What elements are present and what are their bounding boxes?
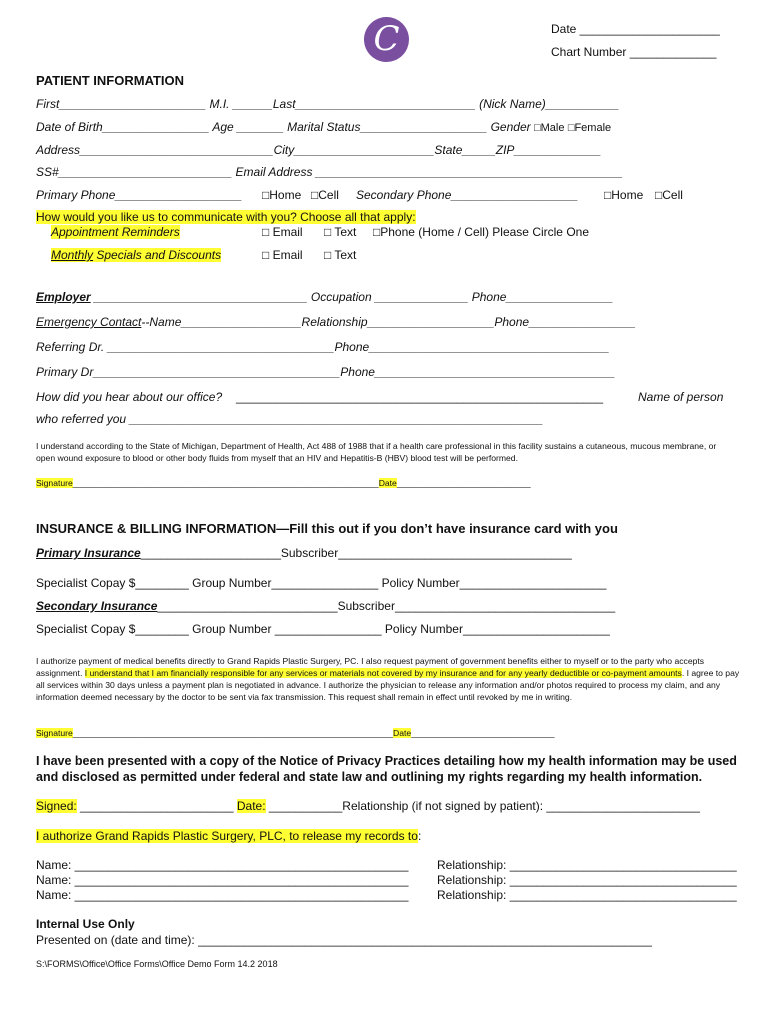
copay-row-1[interactable]: Specialist Copay $________ Group Number________________ Policy Number______________________ bbox=[36, 576, 607, 590]
primary-dr-row[interactable]: Primary Dr_____________________________________Phone____________________________________ bbox=[36, 365, 616, 379]
monthly-specials-label bbox=[51, 248, 221, 262]
release-relationship-2[interactable]: Relationship: __________________________________ bbox=[437, 873, 737, 887]
signature-line[interactable]: ________________________________________________________________ bbox=[72, 478, 379, 488]
emergency-label: Emergency Contact bbox=[36, 315, 142, 329]
copay-row-2[interactable]: Specialist Copay $________ Group Number ________________ Policy Number______________________ bbox=[36, 622, 610, 636]
who-referred-field[interactable]: who referred you ______________________________________________________________ bbox=[36, 412, 544, 426]
emergency-fields[interactable]: --Name__________________Relationship___________________Phone________________ bbox=[141, 315, 636, 329]
appointment-reminders-label: Appointment Reminders bbox=[51, 225, 180, 239]
release-colon: : bbox=[417, 829, 422, 843]
auth-part-a: I authorize payment of medical benefits directly to Grand Rapids Plastic Surgery, PC. I also request payment of government benefits either to myself or to the party who accepts assignment. bbox=[36, 656, 705, 678]
date-label: Date bbox=[378, 478, 397, 488]
release-name-3[interactable]: Name: __________________________________________________ bbox=[36, 888, 409, 902]
signature-label: Signature bbox=[36, 478, 73, 488]
monthly-text-checkbox[interactable]: □ Text bbox=[324, 248, 357, 262]
gender-male-checkbox[interactable]: □Male bbox=[533, 122, 565, 134]
internal-use-title: Internal Use Only bbox=[36, 917, 135, 931]
authorization-paragraph bbox=[36, 655, 742, 703]
date-field[interactable]: Date _____________________ bbox=[551, 22, 720, 36]
name-of-person-label: Name of person bbox=[638, 390, 724, 404]
referring-dr-row[interactable]: Referring Dr. __________________________________Phone____________________________________ bbox=[36, 340, 610, 354]
employer-row[interactable] bbox=[36, 290, 613, 304]
primary-insurance-row[interactable] bbox=[36, 546, 572, 560]
primary-cell-checkbox[interactable]: □Cell bbox=[311, 188, 339, 202]
employer-label: Employer bbox=[36, 290, 91, 304]
privacy-notice: I have been presented with a copy of the Notice of Privacy Practices detailing how my health information may be used and disclosed as permitted under federal and state law and outlining my rights regarding my health information. bbox=[36, 754, 737, 784]
insurance-signature-row[interactable] bbox=[36, 727, 555, 739]
dob-age-marital[interactable]: Date of Birth________________ Age _______ Marital Status___________________ Gender bbox=[36, 120, 531, 134]
appt-phone-label: □Phone (Home / Cell) Please Circle One bbox=[373, 225, 589, 239]
ins-signature-line[interactable]: ___________________________________________________________________ bbox=[72, 728, 394, 738]
presented-on-field[interactable]: Presented on (date and time): ____________________________________________________________________ bbox=[36, 933, 652, 947]
privacy-signed-row[interactable] bbox=[36, 799, 700, 813]
communicate-question: How would you like us to communicate with you? Choose all that apply: bbox=[36, 210, 416, 224]
primary-phone-field[interactable]: Primary Phone___________________ bbox=[36, 188, 243, 202]
dob-row[interactable] bbox=[36, 120, 611, 134]
monthly-word: Monthly bbox=[51, 248, 94, 262]
release-name-1[interactable]: Name: __________________________________________________ bbox=[36, 858, 409, 872]
gender-female-checkbox[interactable]: □Female bbox=[567, 122, 612, 134]
date-line[interactable]: ____________________________ bbox=[396, 478, 531, 488]
release-name-2[interactable]: Name: __________________________________________________ bbox=[36, 873, 409, 887]
release-relationship-1[interactable]: Relationship: __________________________________ bbox=[437, 858, 737, 872]
monthly-email-checkbox[interactable]: □ Email bbox=[262, 248, 303, 262]
privacy-rest[interactable]: ___________Relationship (if not signed by patient): _______________________ bbox=[265, 799, 700, 813]
appt-phone-checkbox[interactable] bbox=[373, 225, 589, 239]
ins-date-line[interactable]: ______________________________ bbox=[411, 728, 555, 738]
secondary-cell-checkbox[interactable]: □Cell bbox=[655, 188, 683, 202]
name-row[interactable]: First______________________ M.I. ______Last___________________________ (Nick Name)___________ bbox=[36, 97, 620, 111]
primary-insurance-fields[interactable]: _____________________Subscriber___________________________________ bbox=[140, 546, 572, 560]
auth-part-b: . I agree to pay all services within 30 days unless a payment plan is negotiated in advance. I authorize the physician to release any information and/or photos required to process my claim, and any information deemed necessary by the doctor to be sent via fax transmission. This request shall remain in effect until revoked by me in writing. bbox=[36, 668, 740, 702]
specials-words: Specials and Discounts bbox=[93, 248, 222, 262]
auth-highlight: I understand that I am financially responsible for any services or materials not covered by my insurance and for any yearly deductible or co-payment amounts bbox=[84, 668, 682, 678]
signed-line[interactable]: _______________________ bbox=[76, 799, 237, 813]
insurance-title: INSURANCE & BILLING INFORMATION—Fill this out if you don’t have insurance card with you bbox=[36, 521, 618, 536]
hear-about-label: How did you hear about our office? bbox=[36, 390, 223, 404]
emergency-contact-row[interactable] bbox=[36, 315, 636, 329]
consent-signature-row[interactable] bbox=[36, 477, 531, 489]
privacy-date-label: Date: bbox=[236, 799, 266, 813]
address-row[interactable]: Address_____________________________City_____________________State_____ZIP_____________ bbox=[36, 143, 602, 157]
employer-fields[interactable]: ________________________________ Occupation ______________ Phone________________ bbox=[90, 290, 614, 304]
secondary-insurance-row[interactable] bbox=[36, 599, 615, 613]
primary-insurance-label: Primary Insurance bbox=[36, 546, 141, 560]
ss-email-row[interactable]: SS#__________________________ Email Address ______________________________________________ bbox=[36, 165, 623, 179]
ins-date-label: Date bbox=[393, 728, 412, 738]
secondary-insurance-label: Secondary Insurance bbox=[36, 599, 158, 613]
consent-paragraph: I understand according to the State of Michigan, Department of Health, Act 488 of 1988 that if a health care professional in this facility sustains a cutaneous, mucous membrane, or open wound exposure to blood or other body fluids from myself that an HIV and Hepatitis-B (HBV) blood test will be performed. bbox=[36, 441, 717, 463]
appt-text-checkbox[interactable]: □ Text bbox=[324, 225, 357, 239]
secondary-insurance-fields[interactable]: ___________________________Subscriber_________________________________ bbox=[157, 599, 616, 613]
chart-number-field[interactable]: Chart Number _____________ bbox=[551, 45, 717, 59]
release-text: I authorize Grand Rapids Plastic Surgery, PLC, to release my records to bbox=[36, 829, 418, 843]
appt-email-checkbox[interactable]: □ Email bbox=[262, 225, 303, 239]
secondary-home-checkbox[interactable]: □Home bbox=[604, 188, 644, 202]
hear-about-field[interactable]: _______________________________________________________ bbox=[236, 390, 604, 404]
release-authorization bbox=[36, 829, 421, 843]
patient-info-title: PATIENT INFORMATION bbox=[36, 73, 185, 88]
footer-file-path: S:\FORMS\Office\Office Forms\Office Demo Form 14.2 2018 bbox=[36, 959, 278, 969]
ins-signature-label: Signature bbox=[36, 728, 73, 738]
secondary-phone-field[interactable]: Secondary Phone___________________ bbox=[356, 188, 579, 202]
release-relationship-3[interactable]: Relationship: __________________________________ bbox=[437, 888, 737, 902]
primary-home-checkbox[interactable]: □Home bbox=[262, 188, 302, 202]
signed-label: Signed: bbox=[36, 799, 77, 813]
practice-logo: C bbox=[364, 17, 409, 62]
